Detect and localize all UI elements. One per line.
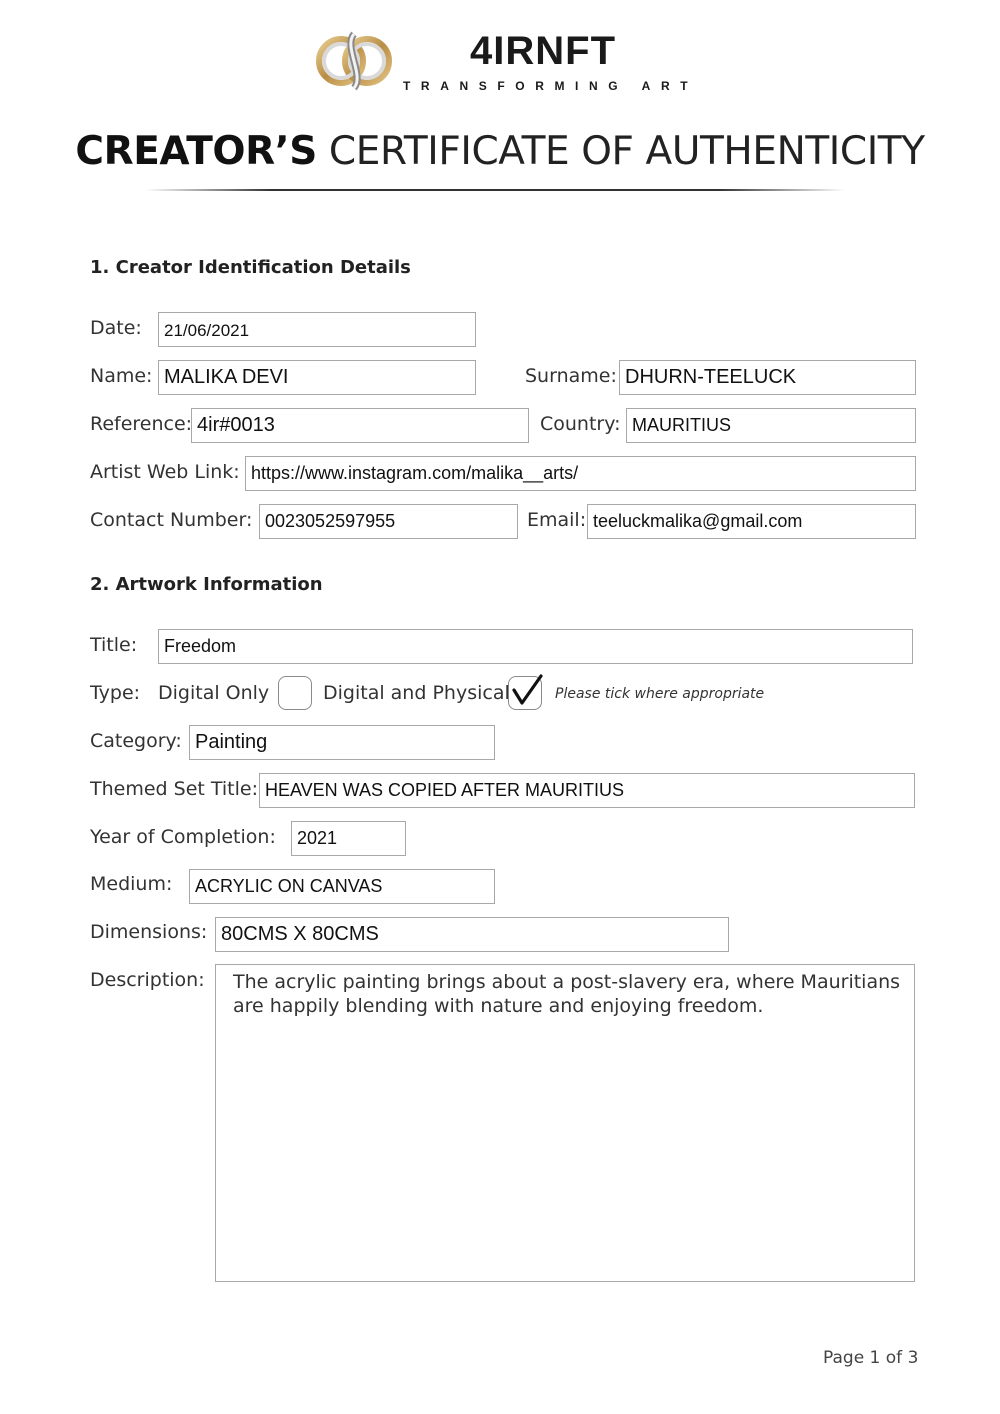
title-label: Title:: [90, 634, 138, 656]
medium-field[interactable]: ACRYLIC ON CANVAS: [189, 869, 495, 904]
description-text: The acrylic painting brings about a post-slavery era, where Mauritians are happily blending with nature and enjoying freedom.: [233, 971, 901, 1017]
section-artwork-heading: 2. Artwork Information: [90, 574, 323, 595]
surname-field[interactable]: DHURN-TEELUCK: [619, 360, 916, 395]
themed-set-field[interactable]: HEAVEN WAS COPIED AFTER MAURITIUS: [259, 773, 915, 808]
reference-label: Reference:: [90, 413, 193, 435]
name-label: Name:: [90, 365, 153, 387]
contact-label: Contact Number:: [90, 509, 253, 531]
checkmark-icon: [509, 674, 543, 708]
email-label: Email:: [527, 509, 587, 531]
year-field[interactable]: 2021: [291, 821, 406, 856]
type-note: Please tick where appropriate: [555, 686, 765, 702]
brand-logo-icon: [313, 20, 395, 102]
page-indicator: Page 1 of 3: [823, 1348, 919, 1368]
digital-only-checkbox[interactable]: [278, 676, 312, 710]
digital-physical-checkbox[interactable]: [508, 676, 542, 710]
section-creator-heading: 1. Creator Identification Details: [90, 257, 411, 278]
page-title-rest: CERTIFICATE OF AUTHENTICITY: [316, 129, 925, 174]
country-label: Country:: [540, 413, 621, 435]
country-field[interactable]: MAURITIUS: [626, 408, 916, 443]
year-label: Year of Completion:: [90, 826, 276, 848]
type-label: Type:: [90, 682, 141, 704]
page-title: [0, 128, 1000, 176]
description-label: Description:: [90, 969, 205, 991]
title-field[interactable]: Freedom: [158, 629, 913, 664]
category-label: Category:: [90, 730, 182, 752]
weblink-label: Artist Web Link:: [90, 461, 240, 483]
title-divider: [145, 189, 845, 191]
page-title-bold: CREATOR’S: [75, 129, 317, 174]
date-field[interactable]: 21/06/2021: [158, 312, 476, 347]
weblink-field[interactable]: https://www.instagram.com/malika__arts/: [245, 456, 916, 491]
dimensions-label: Dimensions:: [90, 921, 208, 943]
contact-field[interactable]: 0023052597955: [259, 504, 518, 539]
brand-name: 4IRNFT: [470, 29, 616, 73]
brand-tagline: TRANSFORMING ART: [403, 79, 699, 93]
themed-set-label: Themed Set Title:: [90, 778, 258, 800]
surname-label: Surname:: [525, 365, 617, 387]
name-field[interactable]: MALIKA DEVI: [158, 360, 476, 395]
date-label: Date:: [90, 317, 142, 339]
medium-label: Medium:: [90, 873, 173, 895]
type-digital-only-label: Digital Only: [158, 682, 270, 704]
reference-field[interactable]: 4ir#0013: [191, 408, 529, 443]
type-digital-physical-label: Digital and Physical: [323, 682, 510, 704]
dimensions-field[interactable]: 80CMS X 80CMS: [215, 917, 729, 952]
category-field[interactable]: Painting: [189, 725, 495, 760]
email-field[interactable]: teeluckmalika@gmail.com: [587, 504, 916, 539]
